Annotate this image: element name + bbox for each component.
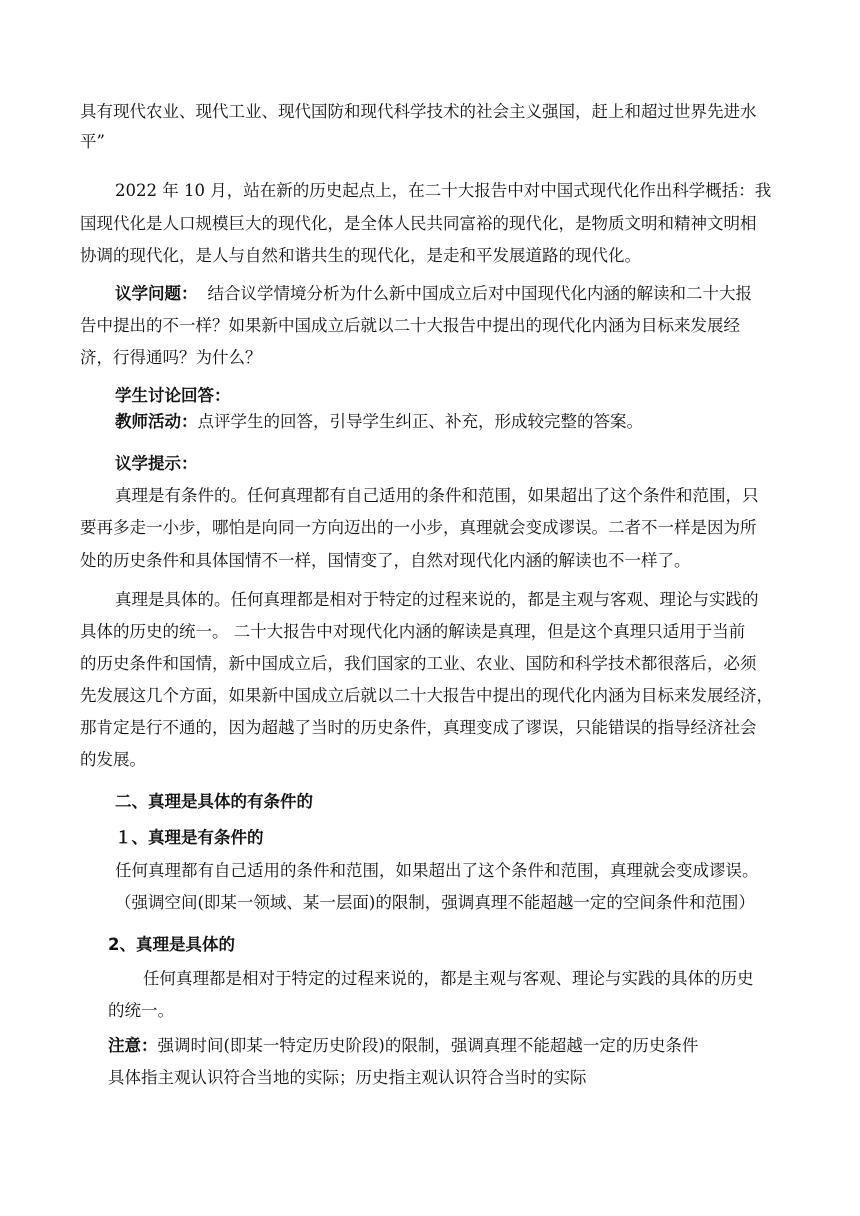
hint-p1-line-2: 要再多走一小步，哪怕是向同一方向迈出的一小步，真理就会变成谬误。二者不一样是因为所 xyxy=(80,518,757,537)
student-discussion-label: 学生讨论回答： xyxy=(115,386,231,405)
hint-p2-line-5: 那肯定是行不通的，因为超越了当时的历史条件，真理变成了谬误，只能错误的指导经济社会 xyxy=(80,718,757,737)
teacher-activity-label: 教师活动： xyxy=(115,412,198,431)
note-text: 强调时间(即某一特定历史阶段)的限制，强调真理不能超越一定的历史条件 xyxy=(157,1036,699,1055)
hint-p2-line-1: 真理是具体的。任何真理都是相对于特定的过程来说的，都是主观与客观、理论与实践的 xyxy=(115,590,759,609)
teacher-activity-line xyxy=(115,410,643,434)
hint-p1-line-3: 处的历史条件和具体国情不一样，国情变了，自然对现代化内涵的解读也不一样了。 xyxy=(80,551,691,570)
teacher-activity-text: 点评学生的回答，引导学生纠正、补充，形成较完整的答案。 xyxy=(197,412,643,431)
question-line-3: 济，行得通吗？为什么？ xyxy=(80,348,262,367)
hint-p2-line-6: 的发展。 xyxy=(80,750,146,769)
note-label: 注意： xyxy=(108,1036,158,1055)
last-line: 具体指主观认识符合当地的实际；历史指主观认识符合当时的实际 xyxy=(108,1068,587,1087)
hint-p2-line-4: 先发展这几个方面，如果新中国成立后就以二十大报告中提出的现代化内涵为目标来发展经济， xyxy=(80,686,773,705)
question-line-2: 告中提出的不一样？如果新中国成立后就以二十大报告中提出的现代化内涵为目标来发展经 xyxy=(80,316,740,335)
sub1-line-1: 任何真理都有自己适用的条件和范围，如果超出了这个条件和范围，真理就会变成谬误。 xyxy=(115,861,759,880)
sub2-line-1: 任何真理都是相对于特定的过程来说的，都是主观与客观、理论与实践的具体的历史 xyxy=(143,969,754,988)
report-line-1: 2022 年 10 月，站在新的历史起点上，在二十大报告中对中国式现代化作出科学概括：我 xyxy=(115,181,772,200)
sub1-title: １、真理是有条件的 xyxy=(115,828,264,847)
section-title: 二、真理是具体的有条件的 xyxy=(115,792,313,811)
hint-p1-line-1: 真理是有条件的。任何真理都有自己适用的条件和范围，如果超出了这个条件和范围，只 xyxy=(115,486,759,505)
question-line-1 xyxy=(115,282,752,306)
note-line xyxy=(108,1034,698,1058)
intro-line-2: 平” xyxy=(80,132,105,151)
question-text-1: 结合议学情境分析为什么新中国成立后对中国现代化内涵的解读和二十大报 xyxy=(207,284,752,303)
intro-line-1: 具有现代农业、现代工业、现代国防和现代科学技术的社会主义强国，赶上和超过世界先进水 xyxy=(80,102,757,121)
sub2-line-2: 的统一。 xyxy=(108,1001,174,1020)
report-line-3: 协调的现代化，是人与自然和谐共生的现代化，是走和平发展道路的现代化。 xyxy=(80,246,641,265)
hint-p2-line-3: 的历史条件和国情，新中国成立后，我们国家的工业、农业、国防和科学技术都很落后，必须 xyxy=(80,654,757,673)
hint-label: 议学提示： xyxy=(115,454,198,473)
report-line-2: 国现代化是人口规模巨大的现代化，是全体人民共同富裕的现代化，是物质文明和精神文明相 xyxy=(80,214,757,233)
hint-p2-line-2: 具体的历史的统一。 二十大报告中对现代化内涵的解读是真理，但是这个真理只适用于当前 xyxy=(80,622,746,641)
sub1-line-2: （强调空间(即某一领域、某一层面)的限制，强调真理不能超越一定的空间条件和范围） xyxy=(115,893,755,912)
question-label: 议学问题： xyxy=(115,284,198,303)
sub2-title: 2、真理是具体的 xyxy=(108,935,235,954)
